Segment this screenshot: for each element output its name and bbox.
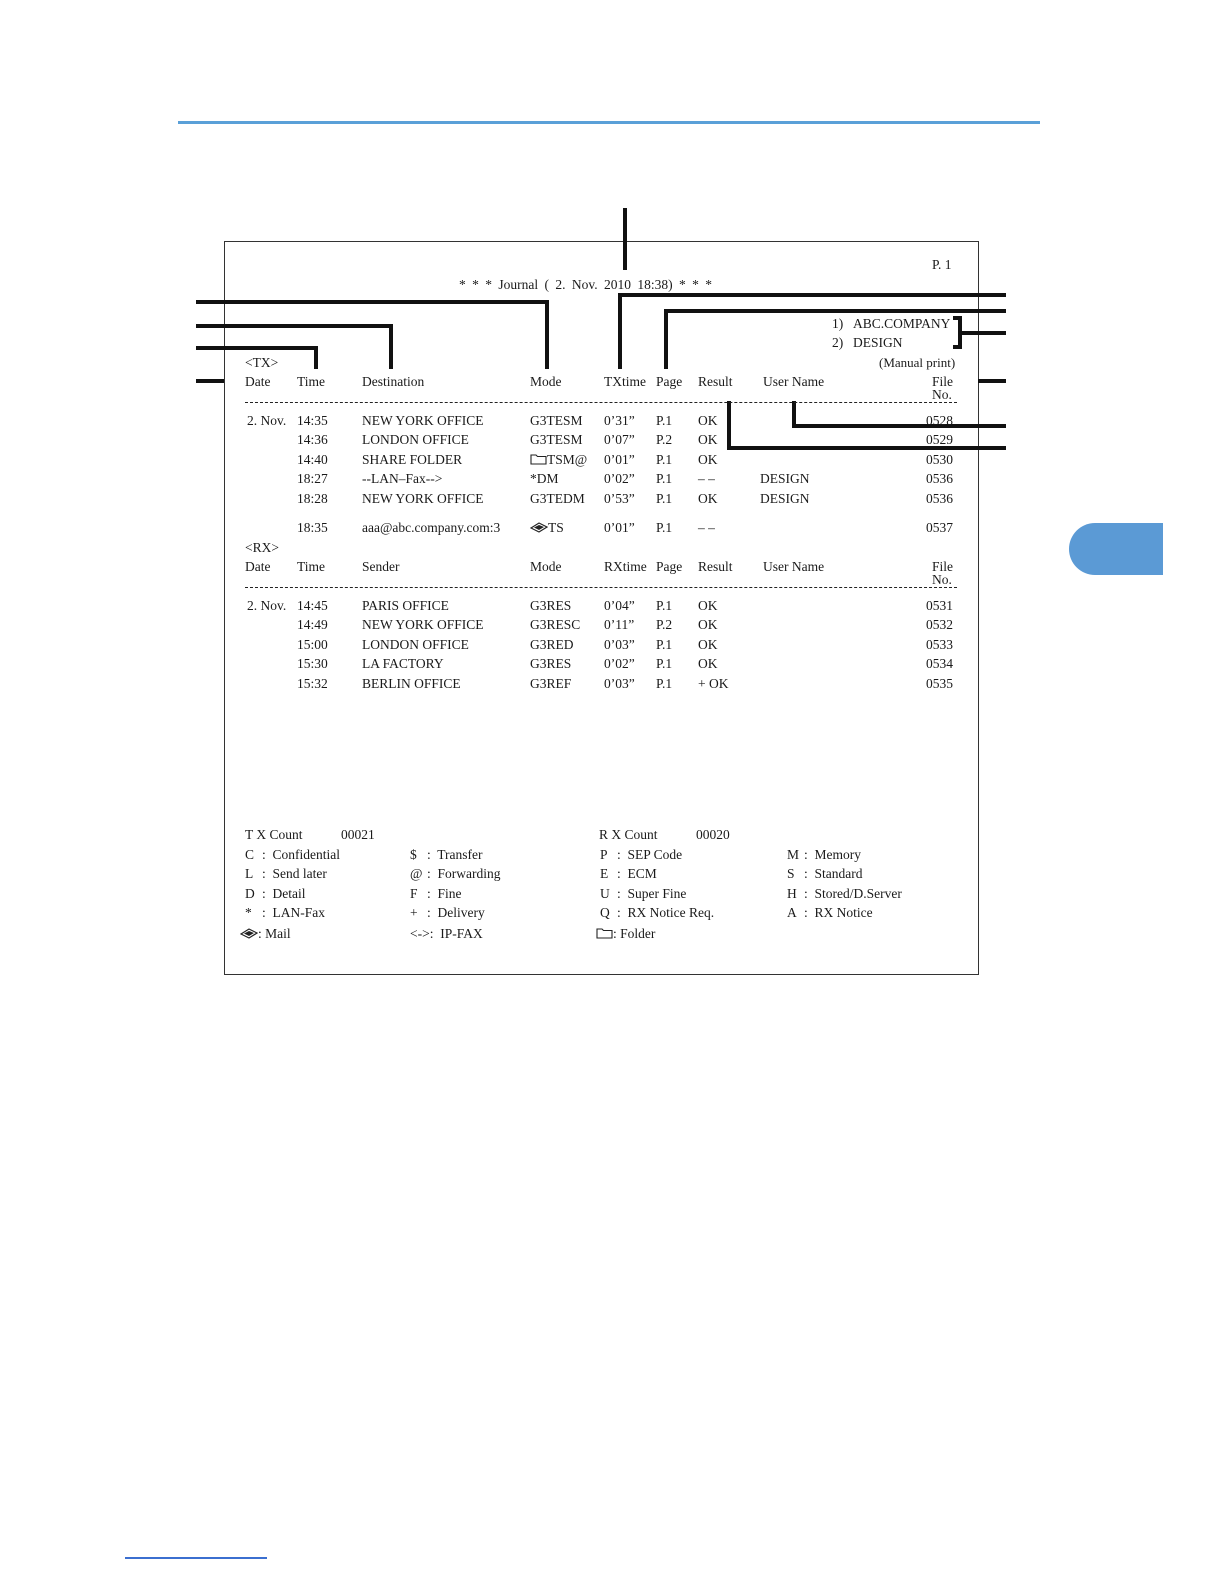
legend-text: Confidential [272,847,341,862]
legend-text: Fine [437,886,462,901]
legend-text: ECM [627,866,657,881]
mode-text: TSM@ [547,452,588,467]
legend-colon: : [429,926,441,941]
cell-mode [530,520,564,537]
legend-key: F [410,886,418,901]
cell-duration: 0’03” [604,676,635,691]
legend-colon: : [258,926,266,941]
mode-text: TS [548,520,564,535]
cell-party: NEW YORK OFFICE [362,617,484,632]
cell-file-no: 0537 [926,520,953,535]
cell-time: 18:28 [297,491,328,506]
legend-colon: : [617,905,628,920]
user-index-2: 2) [832,335,844,350]
legend-item [410,926,483,942]
legend-key: M [787,847,800,862]
mode-text: *DM [530,471,559,486]
cell-result: OK [698,656,718,671]
rx-header-date: Date [245,559,271,574]
cell-result: OK [698,598,718,613]
cell-time: 14:36 [297,432,328,447]
tx-header-time: Time [297,374,326,389]
legend-text: Standard [814,866,863,881]
mode-text: G3RES [530,656,572,671]
cell-file-no: 0530 [926,452,953,467]
cell-date: 2. Nov. [247,413,287,428]
legend-text: Super Fine [627,886,687,901]
cell-result: OK [698,491,718,506]
tx-header-file: File [932,374,954,389]
cell-result: – – [698,520,715,535]
mode-text: G3RESC [530,617,581,632]
tx-header-file-no: No. [932,387,952,402]
rx-header-file: File [932,559,954,574]
legend-item [787,847,861,863]
cell-time: 14:45 [297,598,328,613]
mode-text: G3RED [530,637,574,652]
cell-mode [530,413,583,429]
legend-text: Mail [265,926,291,941]
legend-item [600,886,686,902]
rx-header-mode: Mode [530,559,562,574]
legend-item [410,847,483,863]
cell-party: LONDON OFFICE [362,432,469,447]
rx-count-value: 00020 [696,827,730,842]
cell-file-no: 0528 [926,413,953,428]
legend-colon: : [804,905,815,920]
cell-party: LONDON OFFICE [362,637,469,652]
cell-result: + OK [698,676,729,691]
tx-header-destination: Destination [362,374,425,389]
cell-duration: 0’04” [604,598,635,613]
legend-text: Detail [272,886,306,901]
cell-time: 14:49 [297,617,328,632]
legend-text: Folder [620,926,656,941]
cell-page: P.1 [656,471,673,486]
legend-item [410,866,501,882]
legend-colon: : [262,886,273,901]
legend-item [787,905,873,921]
cell-time: 15:30 [297,656,328,671]
cell-duration: 0’07” [604,432,635,447]
legend-text: Transfer [437,847,483,862]
mail-icon [530,521,548,537]
legend-colon: : [804,866,815,881]
mode-text: G3RES [530,598,572,613]
cell-date: 2. Nov. [247,598,287,613]
footer-link-underline[interactable] [125,1557,267,1559]
cell-file-no: 0534 [926,656,953,671]
legend-colon: : [804,886,815,901]
cell-mode [530,656,571,672]
cell-result: – – [698,471,715,486]
legend-text: RX Notice Req. [627,905,715,920]
legend-text: Stored/D.Server [814,886,902,901]
cell-duration: 0’02” [604,656,635,671]
cell-party: aaa@abc.company.com:3 [362,520,501,535]
cell-duration: 0’02” [604,471,635,486]
cell-page: P.2 [656,617,673,632]
legend-colon: : [804,847,815,862]
tx-header-page: Page [656,374,683,389]
legend-item [410,905,485,921]
legend-text: Forwarding [437,866,501,881]
legend-key: $ [410,847,417,862]
cell-time: 14:40 [297,452,328,467]
cell-result: OK [698,452,718,467]
legend-text: IP-FAX [440,926,483,941]
cell-time: 18:35 [297,520,328,535]
cell-file-no: 0532 [926,617,953,632]
cell-duration: 0’03” [604,637,635,652]
cell-duration: 0’31” [604,413,635,428]
legend-key: D [245,886,255,901]
cell-party: LA FACTORY [362,656,444,671]
cell-user: DESIGN [760,471,810,486]
callout-user-name [794,403,1004,426]
legend-item [787,866,863,882]
cell-page: P.1 [656,656,673,671]
legend-key: C [245,847,255,862]
legend-key: E [600,866,609,881]
rx-header-result: Result [698,559,733,574]
legend-key: L [245,866,254,881]
legend-item [600,847,682,863]
legend-colon: : [262,905,273,920]
legend-colon: : [427,847,438,862]
legend-key: Q [600,905,610,920]
cell-duration: 0’11” [604,617,635,632]
cell-file-no: 0529 [926,432,953,447]
legend-key: A [787,905,797,920]
tx-header-result: Result [698,374,733,389]
rx-separator [245,587,957,588]
cell-page: P.1 [656,452,673,467]
cell-mode [530,637,574,653]
cell-page: P.2 [656,432,673,447]
legend-item [245,847,340,863]
mail-icon [240,927,258,943]
cell-duration: 0’01” [604,520,635,535]
legend-item [600,866,657,882]
cell-file-no: 0533 [926,637,953,652]
legend-text: Memory [814,847,862,862]
legend-item [787,886,902,902]
user-name-2: DESIGN [853,335,903,350]
legend-item [245,905,325,921]
legend-text: SEP Code [627,847,683,862]
cell-party: BERLIN OFFICE [362,676,461,691]
cell-duration: 0’01” [604,452,635,467]
legend-item [245,866,327,882]
cell-mode [530,471,559,487]
cell-user: DESIGN [760,491,810,506]
cell-result: OK [698,432,718,447]
rx-header-user-name: User Name [763,559,825,574]
legend-key: S [787,866,795,881]
legend-item [240,926,291,943]
mode-text: G3TESM [530,413,583,428]
legend-text: LAN-Fax [272,905,326,920]
cell-party: PARIS OFFICE [362,598,449,613]
cell-page: P.1 [656,413,673,428]
cell-time: 15:32 [297,676,328,691]
cell-mode [530,676,571,692]
tx-header-txtime: TXtime [604,374,646,389]
legend-colon: : [427,866,438,881]
rx-header-sender: Sender [362,559,400,574]
legend-item [600,905,714,921]
tx-count-label: T X Count [245,827,303,842]
legend-item [410,886,462,902]
legend-key: U [600,886,610,901]
cell-file-no: 0536 [926,491,953,506]
cell-party: SHARE FOLDER [362,452,463,467]
legend-colon: : [427,886,438,901]
rx-header-rxtime: RXtime [604,559,647,574]
cell-time: 18:27 [297,471,328,486]
legend-item [596,926,655,943]
cell-page: P.1 [656,598,673,613]
legend-colon: : [617,886,628,901]
rx-header-page: Page [656,559,683,574]
legend-text: RX Notice [814,905,873,920]
cell-mode [530,598,571,614]
cell-file-no: 0535 [926,676,953,691]
tx-header-mode: Mode [530,374,562,389]
legend-key: @ [410,866,423,881]
tx-header-user-name: User Name [763,374,825,389]
legend-colon: : [617,866,628,881]
user-index-1: 1) [832,316,844,331]
legend-key: P [600,847,608,862]
user-name-1: ABC.COMPANY [853,316,951,331]
cell-party: NEW YORK OFFICE [362,413,484,428]
cell-file-no: 0531 [926,598,953,613]
manual-print-label: (Manual print) [879,355,956,370]
cell-time: 15:00 [297,637,328,652]
rx-header-file-no: No. [932,572,952,587]
legend-colon: : [262,866,273,881]
legend-key: + [410,905,418,920]
cell-page: P.1 [656,491,673,506]
cell-time: 14:35 [297,413,328,428]
cell-mode [530,617,580,633]
tx-header-date: Date [245,374,271,389]
tx-count-value: 00021 [341,827,375,842]
callout-user-list [955,318,1004,347]
tx-separator [245,402,957,403]
rx-section-label: <RX> [245,540,279,555]
page-number: P. 1 [932,257,952,272]
cell-result: OK [698,637,718,652]
cell-result: OK [698,617,718,632]
legend-key: H [787,886,797,901]
folder-icon [596,927,613,943]
legend-item [245,886,306,902]
cell-page: P.1 [656,520,673,535]
legend-key: * [245,905,252,920]
mode-text: G3TESM [530,432,583,447]
journal-title: * * * Journal ( 2. Nov. 2010 18:38) * * * [459,277,712,292]
legend-colon: : [427,905,438,920]
cell-result: OK [698,413,718,428]
rx-header-time: Time [297,559,326,574]
folder-icon [530,453,547,469]
rx-count-label: R X Count [599,827,658,842]
cell-page: P.1 [656,637,673,652]
legend-colon: : [262,847,273,862]
cell-mode [530,491,585,507]
mode-text: G3TEDM [530,491,585,506]
legend-text: Delivery [437,905,485,920]
tx-section-label: <TX> [245,355,279,370]
cell-mode [530,452,587,469]
legend-text: Send later [272,866,327,881]
legend-colon: : [617,847,628,862]
cell-file-no: 0536 [926,471,953,486]
cell-duration: 0’53” [604,491,635,506]
cell-mode [530,432,583,448]
legend-colon: : [613,926,621,941]
legend-key: <-> [410,926,430,941]
cell-party: NEW YORK OFFICE [362,491,484,506]
cell-party: --LAN–Fax--> [362,471,443,486]
cell-page: P.1 [656,676,673,691]
mode-text: G3REF [530,676,572,691]
